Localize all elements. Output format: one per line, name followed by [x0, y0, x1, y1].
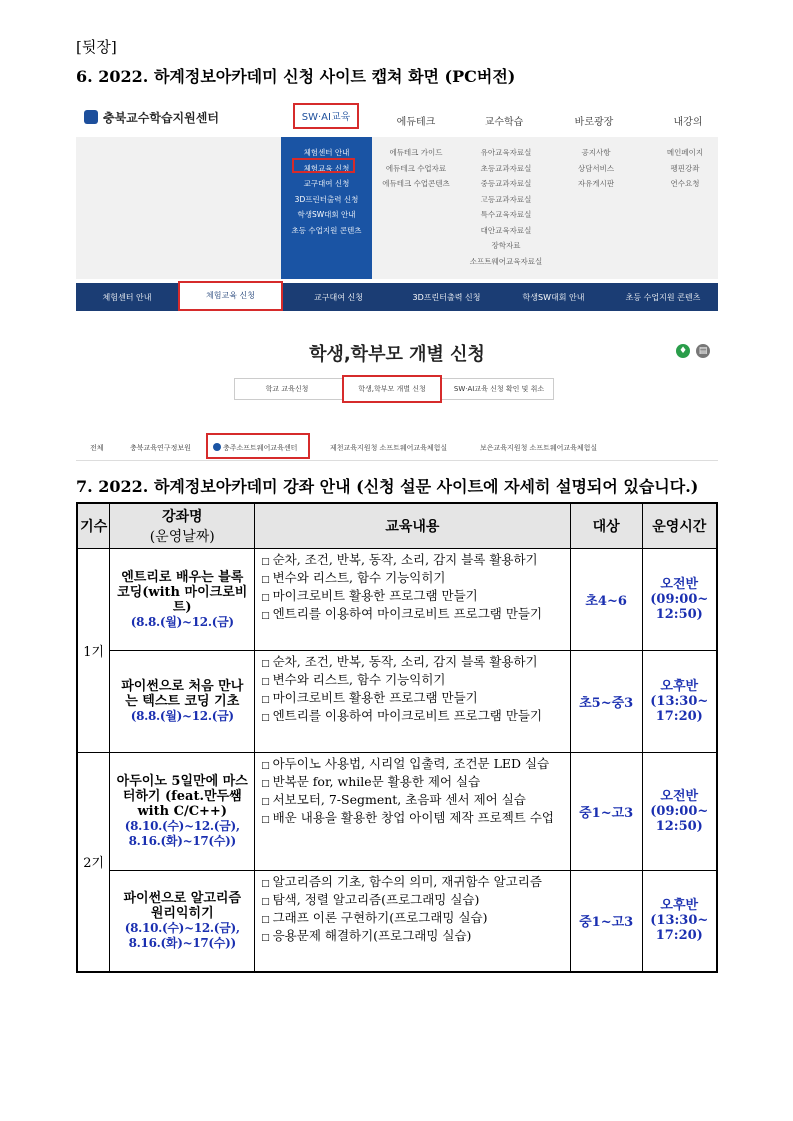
list-item: □ 서보모터, 7-Segment, 초음파 센서 제어 실습 — [261, 792, 564, 810]
list-item: □ 순차, 조건, 반복, 동작, 소리, 감지 블록 활용하기 — [261, 552, 564, 570]
topnav-square[interactable]: 바로광장 — [574, 117, 614, 128]
menu-item[interactable]: 체험센터 안내 — [303, 148, 350, 157]
bookmark-icon[interactable]: ♦ — [676, 344, 690, 358]
topnav-my-course[interactable]: 내강의 — [673, 117, 703, 128]
course-dates: (8.10.(수)~12.(금), 8.16.(화)~17(수)) — [124, 920, 240, 950]
header-course-sub: (운영날짜) — [149, 529, 215, 545]
time-cell: 오후반 (13:30~ 17:20) — [642, 871, 717, 972]
print-icon[interactable]: ▤ — [696, 344, 710, 358]
menu-item[interactable]: 자유게시판 — [577, 179, 615, 188]
header-target: 대상 — [570, 503, 642, 549]
divider — [76, 460, 718, 461]
time-cell: 오전반 (09:00~ 12:50) — [642, 549, 717, 651]
table-header-row — [77, 503, 717, 549]
subnav-item[interactable]: 3D프린터출력 신청 — [412, 293, 481, 302]
subnav-item[interactable]: 교구대여 신청 — [314, 293, 363, 302]
menu-item[interactable]: 특수교육자료실 — [480, 210, 532, 219]
menu-item[interactable]: 에듀테크 가이드 — [389, 148, 443, 157]
menu-teaching-list — [466, 145, 546, 269]
filter-all[interactable]: 전체 — [90, 444, 104, 452]
course-title: 엔트리로 배우는 블록코딩(with 마이크로비트) — [117, 569, 248, 615]
course-cell — [110, 651, 255, 753]
time-cell: 오후반 (13:30~ 17:20) — [642, 651, 717, 753]
menu-item[interactable]: 상담서비스 — [577, 163, 615, 173]
table-row — [77, 549, 717, 651]
course-table — [76, 502, 718, 973]
target-cell: 초4~6 — [570, 549, 642, 651]
menu-square-list — [556, 145, 636, 192]
menu-item[interactable]: 중등교과자료실 — [480, 179, 532, 188]
header-time: 운영시간 — [642, 503, 717, 549]
period-cell: 1기 — [77, 549, 110, 753]
list-item: □ 순차, 조건, 반복, 동작, 소리, 감지 블록 활용하기 — [261, 654, 564, 672]
menu-item[interactable]: 소프트웨어교육자료실 — [469, 256, 543, 266]
course-cell — [110, 549, 255, 651]
list-item: □ 변수와 리스트, 함수 기능익히기 — [261, 672, 564, 690]
topnav-edutech[interactable]: 에듀테크 — [396, 117, 436, 128]
course-dates: (8.8.(월)~12.(금) — [130, 709, 234, 723]
menu-item[interactable]: 초등 수업지원 콘텐츠 — [291, 225, 362, 235]
back-page-tag: [뒷장] — [76, 38, 117, 56]
course-title: 아두이노 5일만에 마스터하기 (feat.만두쌤 with C/C++) — [116, 774, 248, 819]
highlight-box-experience — [292, 158, 355, 173]
site-logo[interactable] — [84, 109, 219, 126]
menu-item[interactable]: 고등교과자료실 — [480, 194, 532, 204]
tab-check-cancel[interactable]: SW·AI교육 신청 확인 및 취소 — [453, 385, 545, 393]
check-icon — [213, 443, 221, 451]
menu-item[interactable]: 학생SW대회 안내 — [297, 210, 356, 219]
list-item: □ 변수와 리스트, 함수 기능익히기 — [261, 570, 564, 588]
menu-item[interactable]: 연수요청 — [670, 179, 700, 188]
list-item: □ 엔트리를 이용하여 마이크로비트 프로그램 만들기 — [261, 708, 564, 726]
list-item: □ 반복문 for, while문 활용한 제어 실습 — [261, 774, 564, 792]
target-cell: 초5~중3 — [570, 651, 642, 753]
list-item: □ 알고리즘의 기초, 함수의 의미, 재귀함수 알고리즘 — [261, 874, 564, 892]
time-cell: 오전반 (09:00~ 12:50) — [642, 753, 717, 871]
menu-item[interactable]: 메인페이지 — [666, 148, 704, 157]
menu-item[interactable]: 유아교육자료실 — [480, 148, 532, 157]
course-cell — [110, 871, 255, 972]
menu-item[interactable]: 대안교육자료실 — [480, 225, 532, 235]
header-course-label: 강좌명 — [161, 509, 203, 525]
filter-label: 충주소프트웨어교육센터 — [223, 444, 298, 452]
course-cell — [110, 753, 255, 871]
list-item: □ 엔트리를 이용하여 마이크로비트 프로그램 만들기 — [261, 606, 564, 624]
menu-item[interactable]: 에듀테크 수업콘텐츠 — [382, 179, 450, 188]
list-item: □ 마이크로비트 활용한 프로그램 만들기 — [261, 588, 564, 606]
table-row — [77, 753, 717, 871]
menu-item[interactable]: 체험교육 신청 — [303, 163, 350, 173]
logo-text: 충북교수학습지원센터 — [103, 111, 219, 125]
content-cell — [255, 651, 571, 753]
course-title: 파이썬으로 처음 만나는 텍스트 코딩 기초 — [121, 679, 244, 709]
section-7-heading: 7. 2022. 하계정보아카데미 강좌 안내 (신청 설문 사이트에 자세히 설명되어 있습니다.) — [76, 477, 699, 496]
menu-item[interactable]: 3D프린터출력 신청 — [294, 194, 359, 204]
menu-item[interactable]: 에듀테크 수업자료 — [385, 163, 447, 173]
course-title: 파이썬으로 알고리즘 원리익히기 — [123, 890, 242, 921]
subnav-active-label: 체험교육 신청 — [206, 291, 255, 300]
page-title: 학생,학부모 개별 신청 — [309, 344, 485, 365]
filter-item[interactable]: 제천교육지원청 소프트웨어교육체험실 — [330, 444, 448, 452]
course-dates: (8.10.(수)~12.(금), 8.16.(화)~17(수)) — [124, 819, 240, 848]
topnav-teaching[interactable]: 교수학습 — [484, 117, 524, 128]
content-cell — [255, 753, 571, 871]
content-cell — [255, 549, 571, 651]
menu-item[interactable]: 공지사항 — [581, 148, 611, 157]
header-content: 교육내용 — [255, 503, 571, 549]
subnav-item[interactable]: 초등 수업지원 콘텐츠 — [625, 293, 701, 302]
list-item: □ 배운 내용을 활용한 창업 아이템 제작 프로젝트 수업 — [261, 810, 564, 828]
apply-page-screenshot — [76, 330, 718, 465]
subnav-item[interactable]: 학생SW대회 안내 — [522, 293, 585, 302]
list-item: □ 아두이노 사용법, 시리얼 입출력, 조건문 LED 실습 — [261, 756, 564, 774]
list-item: □ 응용문제 해결하기(프로그래밍 실습) — [261, 928, 564, 946]
section-6-heading: 6. 2022. 하계정보아카데미 신청 사이트 캡쳐 화면 (PC버전) — [76, 67, 516, 86]
target-cell: 중1~고3 — [570, 871, 642, 972]
header-period: 기수 — [77, 503, 110, 549]
filter-item[interactable]: 보은교육지원청 소프트웨어교육체험실 — [480, 444, 598, 452]
list-item: □ 그래프 이론 구현하기(프로그래밍 실습) — [261, 910, 564, 928]
table-row — [77, 871, 717, 972]
table-row — [77, 651, 717, 753]
list-item: □ 탐색, 정렬 알고리즘(프로그래밍 실습) — [261, 892, 564, 910]
site-menu-screenshot — [76, 97, 718, 313]
logo-icon — [84, 110, 98, 124]
tab-school[interactable]: 학교 교육신청 — [265, 385, 309, 393]
filter-item[interactable]: 충북교육연구정보원 — [130, 444, 191, 452]
subnav-item[interactable]: 체험센터 안내 — [102, 293, 152, 302]
topnav-sw-ai[interactable]: SW·AI교육 — [301, 112, 351, 123]
menu-item[interactable]: 펭핀강좌 — [670, 163, 700, 173]
target-cell: 중1~고3 — [570, 753, 642, 871]
filter-item-selected[interactable] — [213, 443, 297, 453]
menu-item[interactable]: 초등교과자료실 — [480, 163, 532, 173]
period-cell: 2기 — [77, 753, 110, 972]
menu-item[interactable]: 장학자료 — [491, 241, 521, 250]
header-course — [110, 503, 255, 549]
course-dates: (8.8.(월)~12.(금) — [130, 614, 234, 629]
tab-individual[interactable]: 학생,학부모 개별 신청 — [358, 385, 426, 393]
list-item: □ 마이크로비트 활용한 프로그램 만들기 — [261, 690, 564, 708]
menu-item[interactable]: 교구대여 신청 — [303, 179, 350, 188]
menu-edutech-list — [376, 145, 456, 192]
content-cell — [255, 871, 571, 972]
subnav-item-active[interactable] — [178, 281, 283, 311]
menu-mine-list — [652, 145, 718, 192]
